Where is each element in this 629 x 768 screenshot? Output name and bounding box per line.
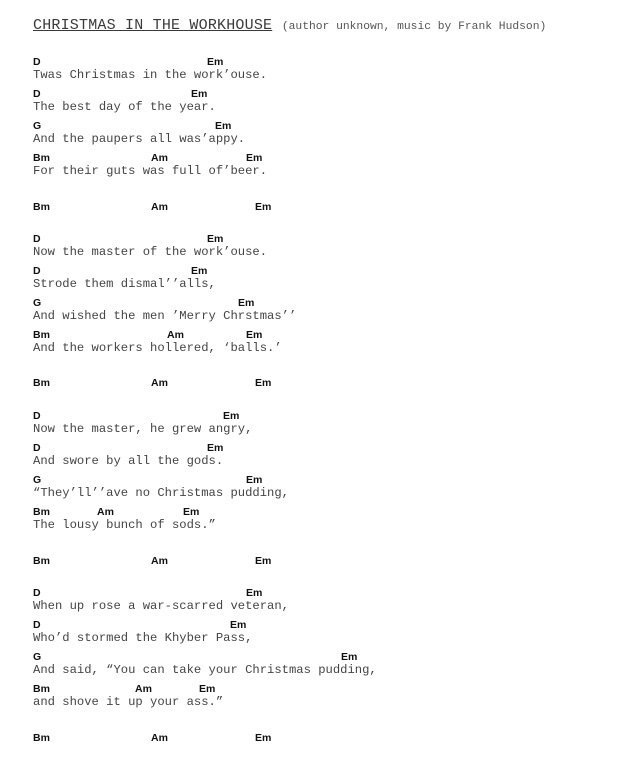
interlude-chords (33, 201, 613, 214)
chord: Em (341, 651, 358, 663)
chord: Em (255, 555, 272, 567)
song-title: CHRISTMAS IN THE WORKHOUSE (33, 17, 273, 34)
lyric-line: Who’d stormed the Khyber Pass, (33, 631, 253, 645)
title-line (33, 16, 546, 34)
chord: D (33, 233, 41, 245)
chord: Em (255, 732, 272, 744)
lyric-line: And the paupers all was’appy. (33, 132, 246, 146)
chord: Bm (33, 732, 50, 744)
lyric-line: And said, “You can take your Christmas pudding, (33, 663, 377, 677)
chord: Em (183, 506, 200, 518)
chord: Em (207, 442, 224, 454)
lyric-line: Now the master of the work’ouse. (33, 245, 268, 259)
chord: D (33, 619, 41, 631)
interlude-chords (33, 732, 613, 745)
chord: G (33, 474, 42, 486)
chord: Am (135, 683, 152, 695)
chord: Em (255, 377, 272, 389)
lyric-line: Strode them dismal’’alls, (33, 277, 216, 291)
chord: D (33, 56, 41, 68)
chord: Bm (33, 506, 50, 518)
chord: Bm (33, 377, 50, 389)
chord: Am (151, 732, 168, 744)
chord: Em (191, 88, 208, 100)
lyric-line: And swore by all the gods. (33, 454, 224, 468)
chord: Em (230, 619, 247, 631)
chord: Am (167, 329, 184, 341)
chord: Em (191, 265, 208, 277)
chord: Em (246, 152, 263, 164)
interlude-chords (33, 377, 613, 390)
chord: G (33, 651, 42, 663)
interlude-chords (33, 555, 613, 568)
chord: Em (223, 410, 240, 422)
chord: Bm (33, 152, 50, 164)
lyric-line: The lousy bunch of sods.” (33, 518, 216, 532)
lyric-line: Twas Christmas in the work’ouse. (33, 68, 268, 82)
chord: Em (246, 474, 263, 486)
chord: Em (246, 587, 263, 599)
chord: Em (246, 329, 263, 341)
chord: Em (199, 683, 216, 695)
chord: Bm (33, 201, 50, 213)
song-credit: (author unknown, music by Frank Hudson) (281, 21, 547, 33)
lyric-line: Now the master, he grew angry, (33, 422, 253, 436)
chord: Am (151, 377, 168, 389)
chord: Am (151, 555, 168, 567)
lyric-line: And the workers hollered, ‘balls.’ (33, 341, 282, 355)
chord: D (33, 442, 41, 454)
chord: Am (151, 201, 168, 213)
lyric-line: The best day of the year. (33, 100, 216, 114)
chord: Am (97, 506, 114, 518)
chord: D (33, 587, 41, 599)
chord: Em (238, 297, 255, 309)
lyric-line: And wished the men ’Merry Chrstmas’’ (33, 309, 297, 323)
chord: Bm (33, 329, 50, 341)
chord: Bm (33, 555, 50, 567)
chord: G (33, 297, 42, 309)
chord: D (33, 410, 41, 422)
chord: D (33, 265, 41, 277)
chord: G (33, 120, 42, 132)
lyric-line: “They’ll’’ave no Christmas pudding, (33, 486, 289, 500)
chord: Em (207, 56, 224, 68)
chord: D (33, 88, 41, 100)
lyric-line: When up rose a war-scarred veteran, (33, 599, 289, 613)
chord: Em (215, 120, 232, 132)
chord: Em (255, 201, 272, 213)
chord: Bm (33, 683, 50, 695)
chord: Am (151, 152, 168, 164)
lyric-line: and shove it up your ass.” (33, 695, 224, 709)
chord: Em (207, 233, 224, 245)
lyric-line: For their guts was full of’beer. (33, 164, 268, 178)
